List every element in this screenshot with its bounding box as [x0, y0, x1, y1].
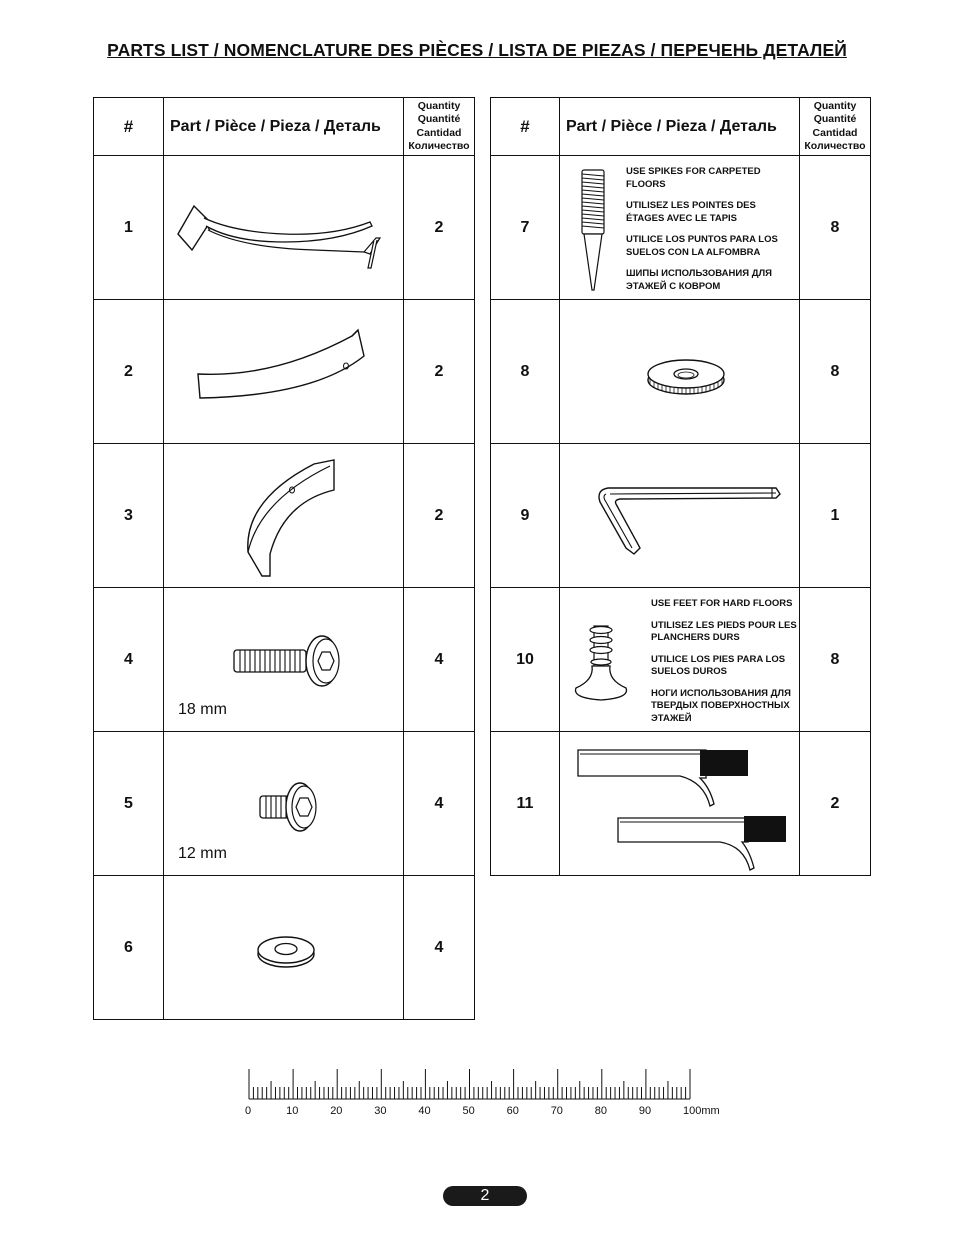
ruler-label: 40: [418, 1105, 431, 1117]
spike-icon: [560, 156, 620, 298]
part-number: 4: [94, 588, 164, 732]
part-image: [164, 588, 404, 732]
part-quantity: 1: [800, 444, 871, 588]
ruler-label: 60: [506, 1105, 519, 1117]
curved-bracket-icon: [164, 444, 404, 586]
parts-table-right: [490, 97, 871, 876]
header-num: #: [491, 98, 560, 156]
foam-pad-icon: [560, 732, 800, 874]
part-number: 1: [94, 156, 164, 300]
part-number: 9: [491, 444, 560, 588]
part-number: 7: [491, 156, 560, 300]
part-image: [164, 300, 404, 444]
part-quantity: 8: [800, 300, 871, 444]
allen-key-icon: [560, 444, 800, 586]
part-number: 10: [491, 588, 560, 732]
part-quantity: 8: [800, 156, 871, 300]
part-quantity: 4: [404, 732, 475, 876]
part-number: 8: [491, 300, 560, 444]
ruler-label: 80: [594, 1105, 608, 1117]
part-image: [164, 876, 404, 1020]
foot-icon: [560, 588, 650, 730]
usage-note: USE FEET FOR HARD FLOORS UTILISEZ LES PIEDS POUR LES PLANCHERS DURS UTILICE LOS PIES PARA LOS SUELOS DUROS НОГИ ИСПОЛЬЗОВАНИЯ ДЛЯ ТВЕРДЫХ ПОВЕРХНОСТНЫХ ЭТАЖЕЙ: [651, 598, 797, 724]
table-row: [94, 156, 475, 300]
ruler-label: 50: [462, 1105, 475, 1117]
table-row: [491, 156, 871, 300]
parts-table-left: [93, 97, 475, 1020]
ruler-label: 70: [550, 1105, 563, 1117]
washer-icon: [164, 876, 404, 1018]
header-num: #: [94, 98, 164, 156]
part-image: [560, 732, 800, 876]
table-row: [491, 300, 871, 444]
part-quantity: 2: [404, 156, 475, 300]
table-row: [491, 732, 871, 876]
table-row: [491, 444, 871, 588]
curved-leg-icon: [164, 156, 404, 298]
table-header: [491, 98, 871, 156]
part-image: [560, 588, 800, 732]
part-image: [560, 300, 800, 444]
part-quantity: 2: [800, 732, 871, 876]
ruler-label: 0: [245, 1105, 252, 1117]
part-image: [164, 732, 404, 876]
part-size-label: 18 mm: [178, 701, 227, 718]
header-qty: Quantity Quantité Cantidad Количество: [404, 98, 475, 156]
table-row: [94, 732, 475, 876]
part-number: 2: [94, 300, 164, 444]
ruler-label: 90: [638, 1105, 652, 1117]
header-qty: Quantity Quantité Cantidad Количество: [800, 98, 871, 156]
usage-note: USE SPIKES FOR CARPETED FLOORS UTILISEZ LES POINTES DES ÉTAGES AVEC LE TAPIS UTILICE LOS PUNTOS PARA LOS SUELOS CON LA ALFOMBRA ШИПЫ ИСПОЛЬЗОВАНИЯ ДЛЯ ЭТАЖЕЙ С КОВРОМ: [626, 166, 778, 292]
part-image: [164, 156, 404, 300]
ruler-label: 10: [286, 1105, 299, 1117]
part-quantity: 2: [404, 300, 475, 444]
part-quantity: 4: [404, 588, 475, 732]
table-row: [94, 876, 475, 1020]
part-number: 3: [94, 444, 164, 588]
table-row: [491, 588, 871, 732]
part-quantity: 8: [800, 588, 871, 732]
part-number: 6: [94, 876, 164, 1020]
header-part: Part / Pièce / Pieza / Деталь: [560, 98, 800, 156]
ruler-label: 30: [374, 1105, 387, 1117]
table-header: [94, 98, 475, 156]
page-title: PARTS LIST / NOMENCLATURE DES PIÈCES / LISTA DE PIEZAS / ПЕРЕЧЕНЬ ДЕТАЛЕЙ: [107, 40, 847, 60]
table-row: [94, 300, 475, 444]
part-quantity: 4: [404, 876, 475, 1020]
part-image: [560, 444, 800, 588]
header-part: Part / Pièce / Pieza / Деталь: [164, 98, 404, 156]
knurled-washer-icon: [560, 300, 800, 442]
part-quantity: 2: [404, 444, 475, 588]
part-image: [164, 444, 404, 588]
measurement-ruler: [240, 1065, 720, 1125]
table-row: [94, 444, 475, 588]
curved-bar-icon: [164, 300, 404, 442]
table-row: [94, 588, 475, 732]
part-image: [560, 156, 800, 300]
page-number: 2: [443, 1186, 527, 1206]
part-number: 5: [94, 732, 164, 876]
ruler-label: 20: [330, 1105, 343, 1117]
part-number: 11: [491, 732, 560, 876]
ruler-label: 100mm: [683, 1105, 720, 1117]
part-size-label: 12 mm: [178, 845, 227, 862]
